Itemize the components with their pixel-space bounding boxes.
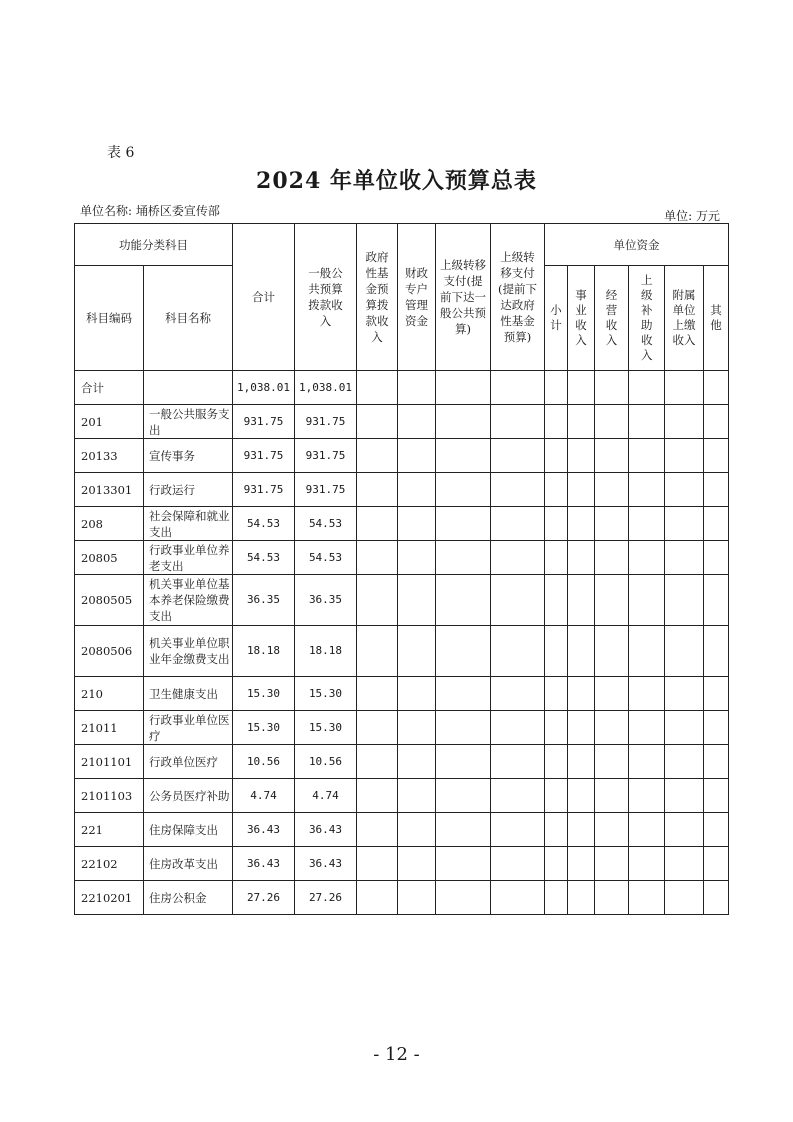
- empty-cell: [665, 541, 704, 575]
- total-cell: 36.43: [233, 813, 295, 847]
- empty-cell: [568, 371, 595, 405]
- empty-cell: [398, 439, 436, 473]
- empty-cell: [491, 575, 545, 626]
- empty-cell: [629, 813, 665, 847]
- empty-cell: [568, 779, 595, 813]
- table-row: [75, 813, 729, 847]
- empty-cell: [595, 881, 629, 915]
- table-row: [75, 779, 729, 813]
- empty-cell: [665, 626, 704, 677]
- empty-cell: [665, 847, 704, 881]
- empty-cell: [629, 541, 665, 575]
- empty-cell: [704, 405, 729, 439]
- empty-cell: [704, 847, 729, 881]
- empty-cell: [595, 541, 629, 575]
- empty-cell: [665, 745, 704, 779]
- empty-cell: [436, 626, 491, 677]
- empty-cell: [545, 405, 568, 439]
- empty-cell: [704, 371, 729, 405]
- empty-cell: [545, 745, 568, 779]
- empty-cell: [568, 473, 595, 507]
- empty-cell: [595, 847, 629, 881]
- total-cell: 1,038.01: [233, 371, 295, 405]
- unit-funds-header: 单位资金: [545, 224, 729, 266]
- empty-cell: [665, 813, 704, 847]
- operating-income-header: 经营收入: [595, 266, 629, 371]
- business-income-header: 事业收入: [568, 266, 595, 371]
- account-name-cell: [144, 371, 233, 405]
- page-title: 2024 年单位收入预算总表: [256, 168, 537, 194]
- total-cell: 54.53: [233, 507, 295, 541]
- empty-cell: [665, 473, 704, 507]
- empty-cell: [357, 405, 398, 439]
- table-row: [75, 847, 729, 881]
- table-row: [75, 626, 729, 677]
- table-row: [75, 439, 729, 473]
- empty-cell: [665, 711, 704, 745]
- table-row: [75, 507, 729, 541]
- account-code-cell: 2101103: [75, 779, 144, 813]
- empty-cell: [398, 575, 436, 626]
- account-name-cell: 机关事业单位职业年金缴费支出: [144, 626, 233, 677]
- empty-cell: [357, 626, 398, 677]
- empty-cell: [357, 575, 398, 626]
- general-budget-cell: 36.35: [295, 575, 357, 626]
- table-row: [75, 371, 729, 405]
- account-name-cell: 行政单位医疗: [144, 745, 233, 779]
- empty-cell: [568, 847, 595, 881]
- empty-cell: [491, 541, 545, 575]
- budget-table: [74, 223, 729, 915]
- empty-cell: [629, 711, 665, 745]
- empty-cell: [568, 541, 595, 575]
- account-code-cell: 20805: [75, 541, 144, 575]
- subtotal-header: 小计: [545, 266, 568, 371]
- table-row: [75, 677, 729, 711]
- empty-cell: [491, 371, 545, 405]
- empty-cell: [545, 507, 568, 541]
- account-name-cell: 住房保障支出: [144, 813, 233, 847]
- empty-cell: [568, 745, 595, 779]
- subsidy-income-header: 上级补助收入: [629, 266, 665, 371]
- account-code-cell: 21011: [75, 711, 144, 745]
- empty-cell: [704, 626, 729, 677]
- empty-cell: [545, 847, 568, 881]
- account-code-cell: 208: [75, 507, 144, 541]
- general-budget-cell: 10.56: [295, 745, 357, 779]
- empty-cell: [491, 813, 545, 847]
- empty-cell: [357, 473, 398, 507]
- empty-cell: [665, 677, 704, 711]
- total-cell: 10.56: [233, 745, 295, 779]
- empty-cell: [629, 439, 665, 473]
- empty-cell: [665, 439, 704, 473]
- empty-cell: [665, 371, 704, 405]
- empty-cell: [704, 779, 729, 813]
- empty-cell: [704, 813, 729, 847]
- empty-cell: [491, 405, 545, 439]
- empty-cell: [629, 745, 665, 779]
- empty-cell: [436, 745, 491, 779]
- empty-cell: [629, 507, 665, 541]
- empty-cell: [704, 439, 729, 473]
- empty-cell: [545, 881, 568, 915]
- total-cell: 931.75: [233, 405, 295, 439]
- empty-cell: [568, 881, 595, 915]
- empty-cell: [629, 779, 665, 813]
- empty-cell: [357, 541, 398, 575]
- empty-cell: [357, 779, 398, 813]
- empty-cell: [545, 711, 568, 745]
- account-code-cell: 2101101: [75, 745, 144, 779]
- empty-cell: [568, 439, 595, 473]
- empty-cell: [704, 541, 729, 575]
- empty-cell: [398, 473, 436, 507]
- account-name-cell: 行政运行: [144, 473, 233, 507]
- empty-cell: [436, 371, 491, 405]
- account-code-cell: 221: [75, 813, 144, 847]
- empty-cell: [595, 473, 629, 507]
- empty-cell: [595, 677, 629, 711]
- account-name-cell: 卫生健康支出: [144, 677, 233, 711]
- account-code-cell: 2210201: [75, 881, 144, 915]
- empty-cell: [491, 711, 545, 745]
- total-cell: 36.43: [233, 847, 295, 881]
- transfer-fund-header: 上级转移支付(提前下达政府性基金预算): [491, 224, 545, 371]
- empty-cell: [545, 779, 568, 813]
- empty-cell: [357, 371, 398, 405]
- total-cell: 4.74: [233, 779, 295, 813]
- account-name-cell: 住房改革支出: [144, 847, 233, 881]
- account-name-cell: 住房公积金: [144, 881, 233, 915]
- total-cell: 931.75: [233, 439, 295, 473]
- empty-cell: [491, 439, 545, 473]
- empty-cell: [704, 711, 729, 745]
- unit-measure: 单位: 万元: [664, 209, 720, 223]
- empty-cell: [357, 881, 398, 915]
- empty-cell: [545, 371, 568, 405]
- table-row: [75, 473, 729, 507]
- empty-cell: [436, 779, 491, 813]
- empty-cell: [436, 473, 491, 507]
- empty-cell: [629, 677, 665, 711]
- table-row: [75, 711, 729, 745]
- empty-cell: [436, 405, 491, 439]
- account-name-cell: 机关事业单位基本养老保险缴费支出: [144, 575, 233, 626]
- affiliated-income-header: 附属单位上缴收入: [665, 266, 704, 371]
- empty-cell: [491, 745, 545, 779]
- empty-cell: [398, 507, 436, 541]
- empty-cell: [595, 507, 629, 541]
- empty-cell: [545, 677, 568, 711]
- general-budget-cell: 931.75: [295, 473, 357, 507]
- table-row: [75, 541, 729, 575]
- empty-cell: [491, 881, 545, 915]
- total-header: 合计: [233, 224, 295, 371]
- empty-cell: [595, 575, 629, 626]
- empty-cell: [491, 507, 545, 541]
- empty-cell: [436, 847, 491, 881]
- empty-cell: [629, 405, 665, 439]
- empty-cell: [357, 507, 398, 541]
- unit-name: 单位名称: 埇桥区委宣传部: [80, 204, 220, 218]
- total-cell: 54.53: [233, 541, 295, 575]
- empty-cell: [545, 541, 568, 575]
- account-name-cell: 行政事业单位养老支出: [144, 541, 233, 575]
- code-header: 科目编码: [75, 266, 144, 371]
- empty-cell: [629, 881, 665, 915]
- empty-cell: [665, 507, 704, 541]
- empty-cell: [704, 507, 729, 541]
- general-budget-header: 一般公共预算拨款收入: [295, 224, 357, 371]
- empty-cell: [595, 711, 629, 745]
- empty-cell: [436, 677, 491, 711]
- account-code-cell: 22102: [75, 847, 144, 881]
- empty-cell: [568, 507, 595, 541]
- empty-cell: [398, 745, 436, 779]
- table-row: [75, 881, 729, 915]
- general-budget-cell: 1,038.01: [295, 371, 357, 405]
- account-name-cell: 宣传事务: [144, 439, 233, 473]
- empty-cell: [436, 575, 491, 626]
- general-budget-cell: 54.53: [295, 507, 357, 541]
- total-cell: 15.30: [233, 711, 295, 745]
- total-cell: 931.75: [233, 473, 295, 507]
- empty-cell: [357, 439, 398, 473]
- general-budget-cell: 18.18: [295, 626, 357, 677]
- empty-cell: [491, 473, 545, 507]
- empty-cell: [357, 847, 398, 881]
- account-code-cell: 2013301: [75, 473, 144, 507]
- empty-cell: [568, 813, 595, 847]
- empty-cell: [595, 779, 629, 813]
- empty-cell: [398, 779, 436, 813]
- empty-cell: [665, 779, 704, 813]
- empty-cell: [436, 881, 491, 915]
- empty-cell: [357, 677, 398, 711]
- empty-cell: [568, 405, 595, 439]
- account-name-cell: 公务员医疗补助: [144, 779, 233, 813]
- empty-cell: [398, 677, 436, 711]
- func-class-header: 功能分类科目: [75, 224, 233, 266]
- empty-cell: [398, 405, 436, 439]
- empty-cell: [629, 847, 665, 881]
- empty-cell: [436, 507, 491, 541]
- empty-cell: [491, 626, 545, 677]
- total-cell: 27.26: [233, 881, 295, 915]
- account-code-cell: 2080505: [75, 575, 144, 626]
- empty-cell: [436, 813, 491, 847]
- account-name-cell: 社会保障和就业支出: [144, 507, 233, 541]
- empty-cell: [704, 575, 729, 626]
- empty-cell: [665, 405, 704, 439]
- empty-cell: [595, 813, 629, 847]
- general-budget-cell: 27.26: [295, 881, 357, 915]
- account-code-cell: 合计: [75, 371, 144, 405]
- empty-cell: [568, 575, 595, 626]
- name-header: 科目名称: [144, 266, 233, 371]
- empty-cell: [704, 473, 729, 507]
- general-budget-cell: 4.74: [295, 779, 357, 813]
- general-budget-cell: 931.75: [295, 405, 357, 439]
- fiscal-special-header: 财政专户管理资金: [398, 224, 436, 371]
- page-number: - 12 -: [373, 1044, 420, 1065]
- empty-cell: [545, 813, 568, 847]
- total-cell: 18.18: [233, 626, 295, 677]
- empty-cell: [357, 813, 398, 847]
- empty-cell: [491, 847, 545, 881]
- empty-cell: [595, 745, 629, 779]
- empty-cell: [665, 881, 704, 915]
- general-budget-cell: 54.53: [295, 541, 357, 575]
- empty-cell: [629, 626, 665, 677]
- table-label: 表 6: [107, 145, 135, 161]
- empty-cell: [568, 677, 595, 711]
- empty-cell: [595, 405, 629, 439]
- general-budget-cell: 36.43: [295, 847, 357, 881]
- account-code-cell: 210: [75, 677, 144, 711]
- empty-cell: [436, 439, 491, 473]
- empty-cell: [357, 711, 398, 745]
- empty-cell: [595, 439, 629, 473]
- empty-cell: [629, 473, 665, 507]
- account-name-cell: 行政事业单位医疗: [144, 711, 233, 745]
- general-budget-cell: 15.30: [295, 677, 357, 711]
- empty-cell: [595, 626, 629, 677]
- other-income-header: 其他: [704, 266, 729, 371]
- general-budget-cell: 15.30: [295, 711, 357, 745]
- empty-cell: [398, 541, 436, 575]
- transfer-general-header: 上级转移支付(提前下达一般公共预算): [436, 224, 491, 371]
- empty-cell: [491, 779, 545, 813]
- table-row: [75, 405, 729, 439]
- empty-cell: [398, 626, 436, 677]
- gov-fund-header: 政府性基金预算拨款收入: [357, 224, 398, 371]
- empty-cell: [398, 711, 436, 745]
- empty-cell: [665, 575, 704, 626]
- total-cell: 15.30: [233, 677, 295, 711]
- empty-cell: [436, 711, 491, 745]
- empty-cell: [568, 711, 595, 745]
- empty-cell: [704, 677, 729, 711]
- table-row: [75, 575, 729, 626]
- empty-cell: [436, 541, 491, 575]
- account-code-cell: 2080506: [75, 626, 144, 677]
- empty-cell: [398, 881, 436, 915]
- empty-cell: [357, 745, 398, 779]
- empty-cell: [704, 881, 729, 915]
- general-budget-cell: 36.43: [295, 813, 357, 847]
- empty-cell: [545, 473, 568, 507]
- general-budget-cell: 931.75: [295, 439, 357, 473]
- empty-cell: [629, 575, 665, 626]
- account-code-cell: 20133: [75, 439, 144, 473]
- empty-cell: [398, 847, 436, 881]
- empty-cell: [704, 745, 729, 779]
- account-code-cell: 201: [75, 405, 144, 439]
- empty-cell: [491, 677, 545, 711]
- empty-cell: [545, 575, 568, 626]
- table-row: [75, 745, 729, 779]
- empty-cell: [545, 439, 568, 473]
- empty-cell: [595, 371, 629, 405]
- empty-cell: [568, 626, 595, 677]
- total-cell: 36.35: [233, 575, 295, 626]
- empty-cell: [398, 371, 436, 405]
- empty-cell: [629, 371, 665, 405]
- empty-cell: [545, 626, 568, 677]
- empty-cell: [398, 813, 436, 847]
- account-name-cell: 一般公共服务支出: [144, 405, 233, 439]
